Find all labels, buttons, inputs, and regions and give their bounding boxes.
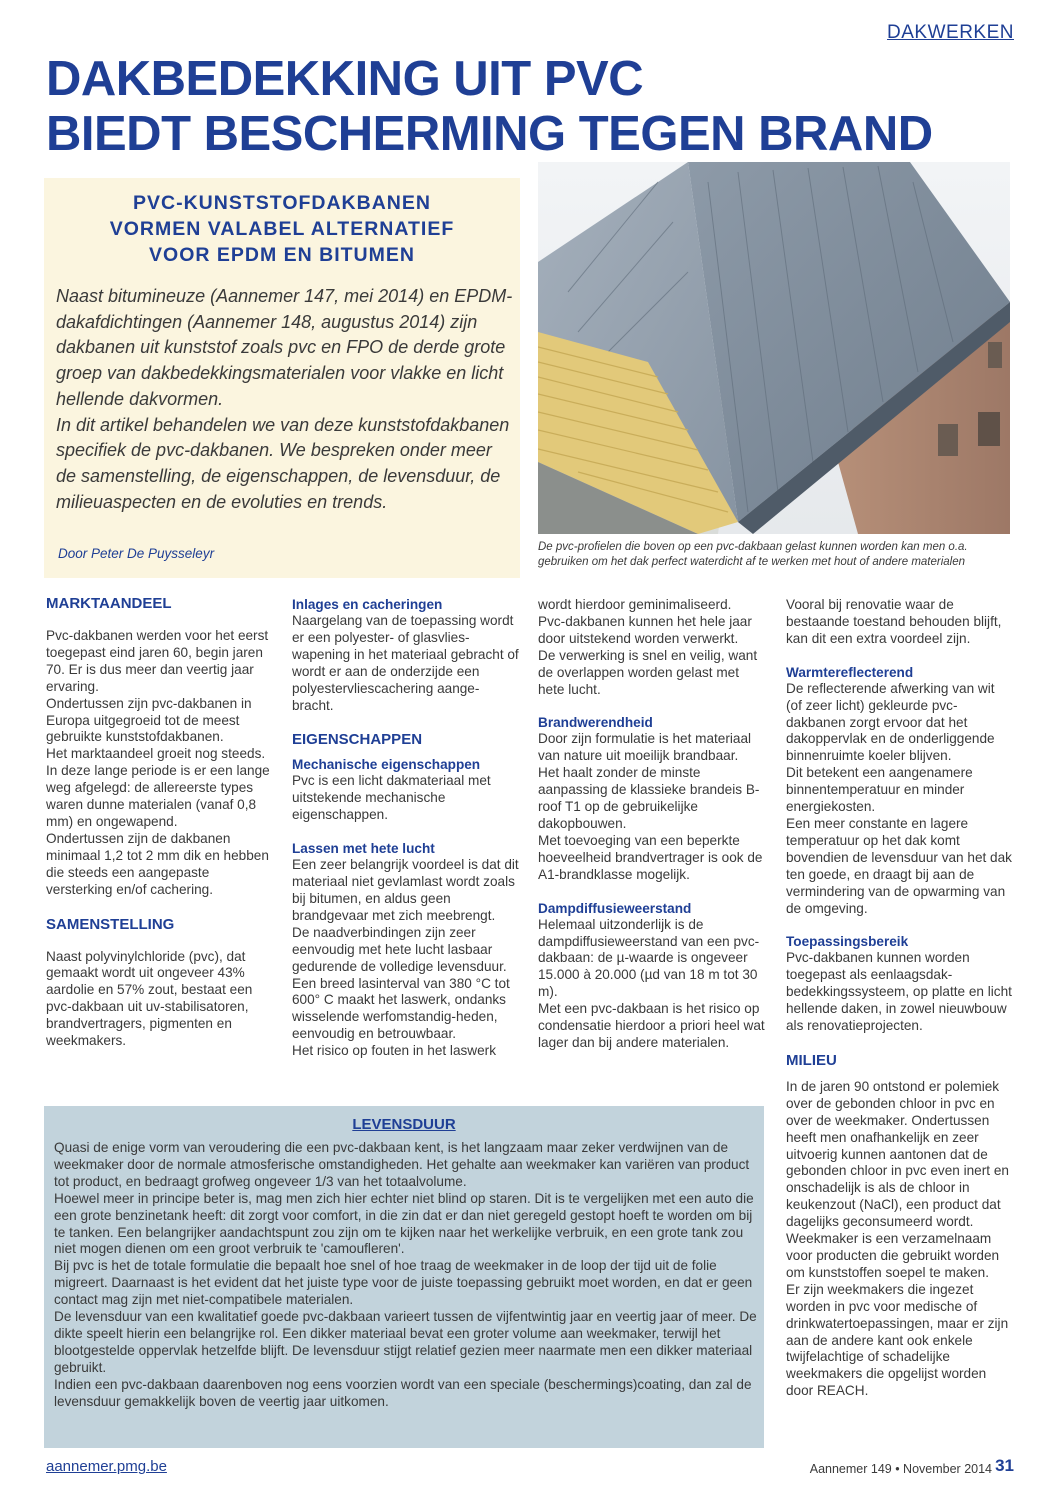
- heading-inlages: Inlages en cacheringen: [292, 597, 443, 612]
- paragraph: Het marktaandeel groeit nog steeds.: [46, 746, 266, 762]
- paragraph: Indien een pvc-dakbaan daarenboven nog eens voorzien wordt van een speciale (beschermings)coating, dan zal de levensduur gemakkelijk boven de veertig jaar uitkomen.: [54, 1376, 752, 1409]
- paragraph: Hoewel meer in principe beter is, mag men zich hier echter niet blind op staren. Dit is te vergelijken met een auto die een grote benzinetank heeft: dit zorgt voor comfort, in die zin dat er dan niet geregeld gestopt hoeft te worden om bij te tanken. Een belangrijker aandachtspunt zou zijn om te kijken naar het werkelijke verbruik, en een grote tank zou niet mogen dienen om een groot verbruik te 'camoufleren'.: [54, 1190, 754, 1257]
- article-headline: [46, 52, 1006, 162]
- paragraph: De naadverbindingen zijn zeer eenvoudig met hete lucht lasbaar gedurende de volledige levensduur.: [292, 924, 507, 974]
- paragraph: Het risico op fouten in het laswerk: [292, 1043, 497, 1059]
- paragraph: Pvc-dakbanen kunnen het hele jaar door uitstekend worden verwerkt.: [538, 613, 752, 646]
- column-2: [292, 596, 520, 1060]
- paragraph: Quasi de enige vorm van veroudering die een pvc-dakbaan kent, is het langzaam maar zeker verdwijnen van de weekmaker door de normale atmosferische omstandigheden. Het gehalte aan weekmaker kan variëren van product tot product, en bedraagt grofweg ongeveer 1/3 van het totaalvolume.: [54, 1140, 750, 1189]
- heading-toepassingsbereik: Toepassingsbereik: [786, 934, 909, 950]
- intro-paragraph: Naast bitumineuze (Aannemer 147, mei 2014) en EPDM-dakafdichtingen (Aannemer 148, augustus 2014) zijn dakbanen uit kunststof zoals pvc en FPO de derde grote groep van dakbedekkingsmaterialen voor vlakke en licht hellende dakvormen.: [56, 286, 513, 409]
- paragraph: Het haalt zonder de minste aanpassing de klassieke brandeis B-roof T1 op de gebruikelijke dakopbouwen.: [538, 765, 760, 831]
- levensduur-box: [44, 1106, 764, 1448]
- column-3: [538, 597, 766, 1052]
- paragraph: Met een pvc-dakbaan is het risico op condensatie hierdoor a priori heel wat lager dan bij andere materialen.: [538, 1001, 765, 1050]
- paragraph: In deze lange periode is er een lange weg afgelegd: de allereerste types waren dunne materialen (vanaf 0,8 mm) en ongewapend.: [46, 763, 270, 829]
- intro-subtitle: [44, 190, 520, 268]
- paragraph: Door zijn formulatie is het materiaal van nature uit moeilijk brandbaar.: [538, 731, 752, 764]
- caption-text: De pvc-profielen die boven op een pvc-dakbaan gelast kunnen worden kan men o.a. gebruiken om het dak perfect waterdicht af te werken met hout of andere materialen: [538, 541, 968, 568]
- photo-caption: [538, 540, 1010, 570]
- paragraph: Pvc-dakbanen werden voor het eerst toegepast eind jaren 60, begin jaren 70. Er is dus meer dan veertig jaar ervaring.: [46, 628, 269, 694]
- paragraph: Bij pvc is het de totale formulatie die bepaalt hoe snel of hoe traag de weekmaker in de loop der tijd uit de folie migreert. Daarnaast is het evident dat het juiste type voor de juiste toepassing gebruikt moet worden, en dat er geen contact mag zijn met niet-compatibele materialen.: [54, 1258, 753, 1308]
- column-1: [46, 594, 274, 1050]
- intro-paragraph: In dit artikel behandelen we van deze kunststofdakbanen specifiek de pvc-dakbanen. We bespreken onder meer de samenstelling, de eigenschappen, de levensduur, de milieuaspecten en de evoluties en trends.: [56, 414, 510, 512]
- paragraph: Naargelang van de toepassing wordt er een polyester- of glasvlies-wapening in het materiaal gebracht of wordt er aan de onderzijde een polyestervliescachering aange-bracht.: [292, 613, 519, 713]
- paragraph: Pvc is een licht dakmateriaal met uitstekende mechanische eigenschappen.: [292, 773, 491, 823]
- headline-line-1: DAKBEDEKKING UIT PVC: [46, 52, 644, 106]
- intro-subtitle-line: VORMEN VALABEL ALTERNATIEF: [109, 218, 455, 240]
- heading-eigenschappen: EIGENSCHAPPEN: [292, 731, 423, 749]
- paragraph: Ondertussen zijn de dakbanen minimaal 1,2 tot 2 mm dik en hebben die steeds een aangepaste versterking en/of cachering.: [46, 830, 269, 897]
- paragraph: Pvc-dakbanen kunnen worden toegepast als eenlaagsdak-bedekkingssysteem, op platte en licht hellende daken, in zowel nieuwbouw als renovatieprojecten.: [786, 950, 1012, 1034]
- intro-subtitle-line: VOOR EPDM EN BITUMEN: [149, 244, 415, 266]
- heading-dampdiffusie: Dampdiffusieweerstand: [538, 900, 692, 916]
- paragraph: De reflecterende afwerking van wit (of zeer licht) gekleurde pvc-dakbanen zorgt ervoor dat het dakoppervlak en de onderliggende binnenruimte koeler blijven.: [786, 680, 995, 764]
- paragraph: Met toevoeging van een beperkte hoeveelheid brandvertrager is ook de A1-brandklasse mogelijk.: [538, 832, 763, 882]
- heading-samenstelling: SAMENSTELLING: [46, 915, 175, 933]
- paragraph: wordt hierdoor geminimaliseerd.: [538, 597, 732, 612]
- footer-issue: Aannemer 149 • November 2014: [809, 1462, 992, 1476]
- paragraph: Een meer constante en lagere temperatuur op het dak komt bovendien de levensduur van het dak ten goede, en draagt bij aan de vermindering van de opwarming van de omgeving.: [786, 815, 1012, 916]
- paragraph: De verwerking is snel en veilig, want de overlappen worden gelast met hete lucht.: [538, 647, 758, 697]
- heading-lassen: Lassen met hete lucht: [292, 841, 435, 857]
- section-tag: DAKWERKEN: [887, 22, 1014, 43]
- heading-marktaandeel: MARKTAANDEEL: [46, 595, 172, 612]
- byline: Door Peter De Puysseleyr: [58, 546, 215, 561]
- heading-levensduur: LEVENSDUUR: [352, 1116, 456, 1133]
- paragraph: Een breed lasinterval van 380 °C tot 600° C maakt het laswerk, ondanks wisselende werfomstandig-heden, eenvoudig en betrouwbaar.: [292, 975, 510, 1042]
- heading-warmtereflecterend: Warmtereflecterend: [786, 664, 914, 680]
- intro-subtitle-line: PVC-KUNSTSTOFDAKBANEN: [133, 192, 431, 214]
- roof-photo-illustration: [538, 162, 1010, 534]
- paragraph: Vooral bij renovatie waar de bestaande toestand behouden blijft, kan dit een extra voordeel zijn.: [786, 597, 1002, 646]
- heading-brandwerendheid: Brandwerendheid: [538, 715, 653, 731]
- roof-photo: [538, 162, 1010, 534]
- levensduur-text: [54, 1140, 760, 1411]
- paragraph: De levensduur van een kwalitatief goede pvc-dakbaan varieert tussen de vijfentwintig jaar en veertig jaar of meer. De dikte speelt hierin een belangrijke rol. Een dikker materiaal bevat een groter volume aan weekmaker, terwijl het blootgestelde oppervlak hetzelfde blijft. De levensduur stijgt relatief gezien meer naarmate men een dikker materiaal gebruikt.: [54, 1309, 757, 1375]
- paragraph: Helemaal uitzonderlijk is de dampdiffusieweerstand van een pvc-dakbaan: de µ-waarde is ongeveer 15.000 à 20.000 (µd van 18 m tot 30 m).: [538, 916, 760, 1000]
- headline-line-2: BIEDT BESCHERMING TEGEN BRAND: [46, 107, 933, 161]
- intro-lead: [56, 284, 516, 515]
- footer-url-link[interactable]: aannemer.pmg.be: [46, 1458, 167, 1475]
- column-4: [786, 597, 1012, 1400]
- page-number: 31: [995, 1456, 1014, 1475]
- paragraph: Weekmaker is een verzamelnaam voor producten die gebruikt worden om kunststoffen soepel te maken.: [786, 1231, 1000, 1280]
- paragraph: Er zijn weekmakers die ingezet worden in pvc voor medische of drinkwatertoepassingen, maar er zijn aan de andere kant ook enkele twijfelachtige of schadelijke weekmakers die opgelijst worden door REACH.: [786, 1281, 1009, 1399]
- paragraph: Dit betekent een aangenamere binnentemperatuur en minder energiekosten.: [786, 765, 973, 815]
- heading-milieu: MILIEU: [786, 1051, 837, 1069]
- paragraph: Naast polyvinylchloride (pvc), dat gemaakt wordt uit ongeveer 43% aardolie en 57% zout, bestaat een pvc-dakbaan uit uv-stabilisatoren, brandvertragers, pigmenten en weekmakers.: [46, 948, 253, 1049]
- paragraph: Ondertussen zijn pvc-dakbanen in Europa uitgegroeid tot de meest gebruikte kunststofdakbanen.: [46, 695, 252, 745]
- paragraph: In de jaren 90 ontstond er polemiek over de gebonden chloor in pvc en over de weekmaker. Ondertussen heeft men onafhankelijk en zeer uitvoerig kunnen aantonen dat de gebonden chloor in pvc even inert en onschadelijk is als de chloor in keukenzout (NaCl), een product dat dagelijks geconsumeerd wordt.: [786, 1078, 1009, 1230]
- intro-box: [44, 178, 520, 578]
- paragraph: Een zeer belangrijk voordeel is dat dit materiaal niet gevlamlast wordt zoals bij bitumen, en aldus geen brandgevaar met zich meebrengt.: [292, 857, 519, 923]
- heading-mechanisch: Mechanische eigenschappen: [292, 757, 481, 773]
